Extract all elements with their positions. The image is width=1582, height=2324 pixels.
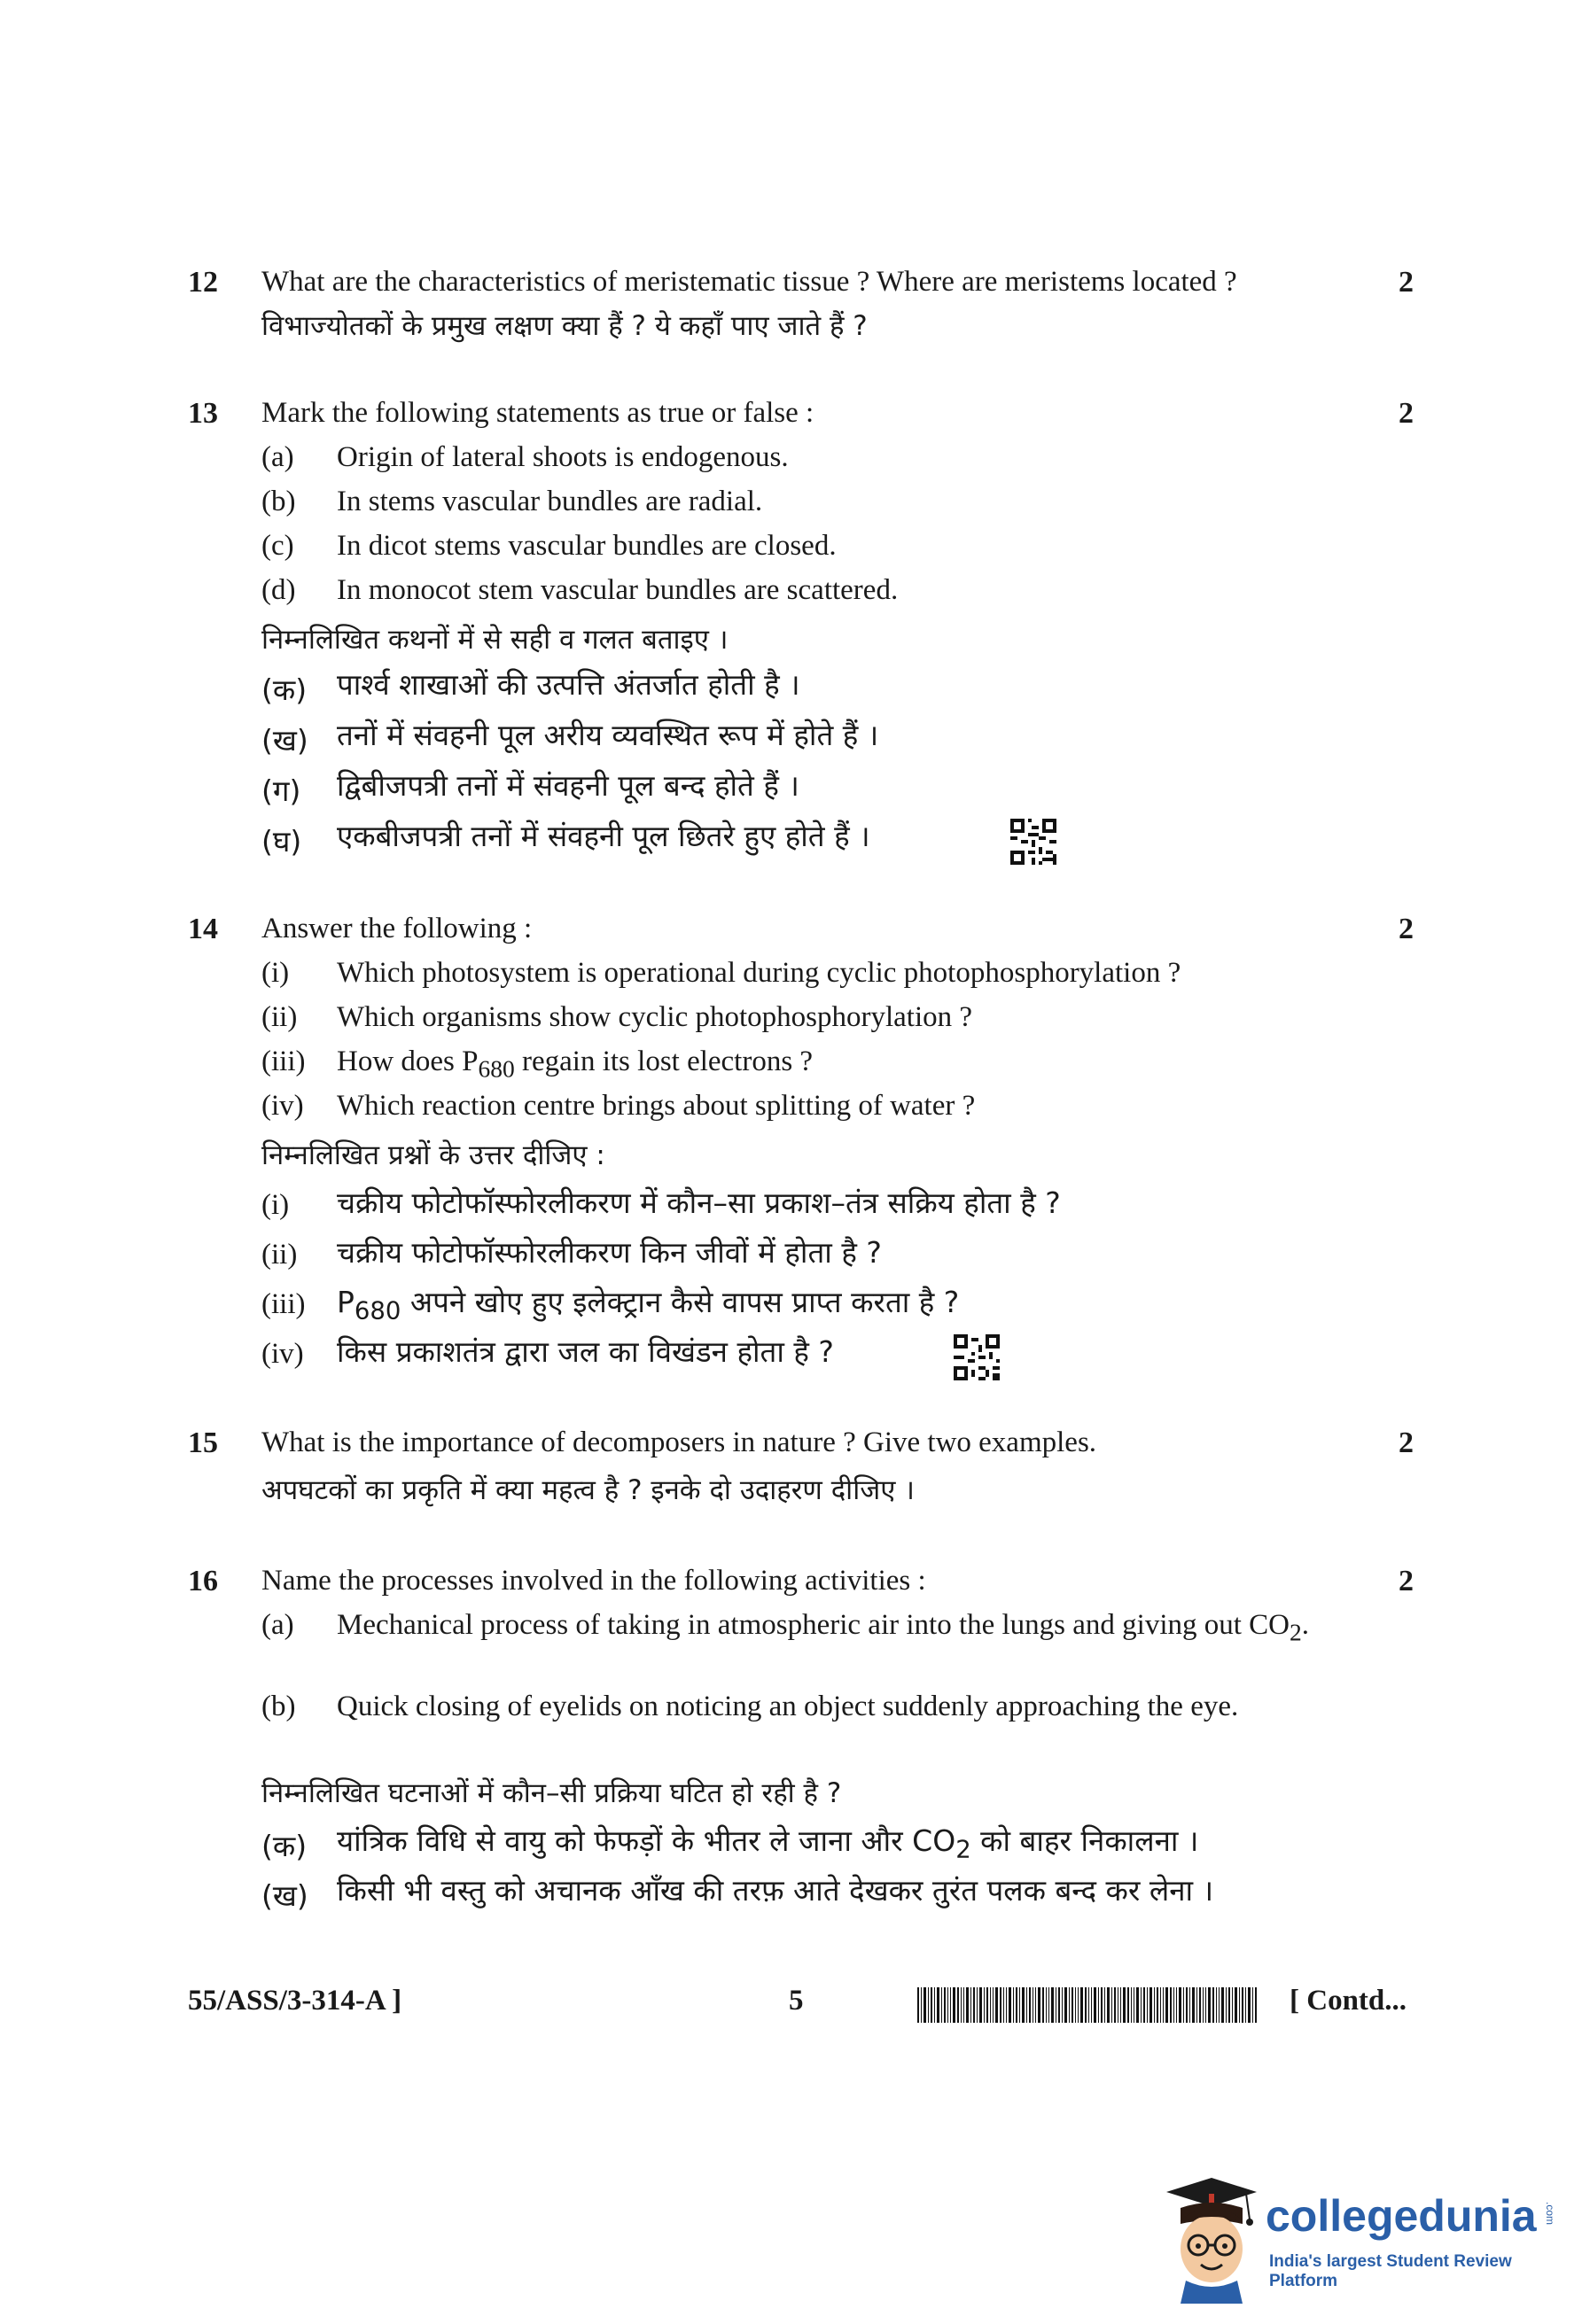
- question-marks: 2: [1399, 913, 1414, 945]
- item-text: Which photosystem is operational during cyclic photophosphorylation ?: [337, 957, 1181, 989]
- item-text: [337, 1822, 1338, 1869]
- question-text-hi: निम्नलिखित कथनों में से सही व गलत बताइए ।: [261, 624, 729, 656]
- item-label: (c): [261, 530, 294, 562]
- subscript: 2: [955, 1835, 971, 1864]
- question-text-en: Name the processes involved in the following activities :: [261, 1565, 926, 1597]
- text-segment: P: [337, 1285, 355, 1319]
- question-text-en: What are the characteristics of meristematic tissue ? Where are meristems located ?: [261, 266, 1237, 298]
- logo-suffix: .com: [1544, 2202, 1556, 2226]
- item-text: किस प्रकाशतंत्र द्वारा जल का विखंडन होता है ?: [337, 1334, 834, 1369]
- page-number: 5: [789, 1985, 804, 2017]
- question-text-en: What is the importance of decomposers in nature ? Give two examples.: [261, 1426, 1097, 1458]
- item-label: (iii): [261, 1045, 306, 1077]
- item-label: (घ): [261, 824, 302, 859]
- item-label: (ii): [261, 1239, 298, 1271]
- student-mascot-icon: [1161, 2171, 1263, 2304]
- item-label: (iv): [261, 1338, 304, 1370]
- item-text: In stems vascular bundles are radial.: [337, 486, 763, 517]
- text-segment: यांत्रिक विधि से वायु को फेफड़ों के भीतर ले जाना और CO: [337, 1823, 956, 1858]
- item-label: (ii): [261, 1001, 298, 1033]
- item-text: तनों में संवहनी पूल अरीय व्यवस्थित रूप में होते हैं ।: [337, 718, 879, 752]
- subscript: 680: [478, 1054, 515, 1083]
- item-text: In dicot stems vascular bundles are closed.: [337, 530, 837, 562]
- question-number: 12: [188, 266, 218, 299]
- logo-tagline: India's largest Student Review Platform: [1269, 2252, 1512, 2290]
- text-segment: को बाहर निकालना ।: [970, 1823, 1199, 1858]
- qr-code-icon: [1010, 819, 1056, 865]
- item-label: (ग): [261, 773, 301, 808]
- question-marks: 2: [1399, 397, 1414, 430]
- item-text: [337, 1042, 1312, 1089]
- item-text: In monocot stem vascular bundles are scattered.: [337, 574, 899, 606]
- item-label: (b): [261, 486, 296, 517]
- text-segment: regain its lost electrons ?: [514, 1045, 814, 1077]
- item-label: (i): [261, 1189, 290, 1221]
- item-label: (a): [261, 441, 294, 473]
- item-text: Quick closing of eyelids on noticing an object suddenly approaching the eye.: [337, 1691, 1239, 1722]
- question-number: 13: [188, 397, 218, 430]
- text-segment: Mechanical process of taking in atmospheric air into the lungs and giving out CO: [337, 1609, 1290, 1641]
- item-text: Which reaction centre brings about splitting of water ?: [337, 1090, 976, 1122]
- question-number: 15: [188, 1426, 218, 1459]
- question-text-hi: निम्नलिखित घटनाओं में कौन–सी प्रक्रिया घटित हो रही है ?: [261, 1777, 842, 1809]
- logo-name: collegedunia: [1266, 2191, 1537, 2241]
- barcode-icon: [917, 1987, 1259, 2023]
- item-label: (d): [261, 574, 296, 606]
- question-text-hi: निम्नलिखित प्रश्नों के उत्तर दीजिए :: [261, 1139, 605, 1171]
- item-label: (iv): [261, 1090, 304, 1122]
- subscript: 680: [354, 1296, 401, 1325]
- continued-label: [ Contd...: [1290, 1985, 1407, 2017]
- item-label: (b): [261, 1691, 296, 1722]
- item-text: द्विबीजपत्री तनों में संवहनी पूल बन्द होते हैं ।: [337, 768, 799, 803]
- item-label: (i): [261, 957, 290, 989]
- item-label: (ख): [261, 723, 308, 758]
- question-marks: 2: [1399, 1426, 1414, 1459]
- question-text-hi: विभाज्योतकों के प्रमुख लक्षण क्या हैं ? ये कहाँ पाए जाते हैं ?: [261, 310, 868, 342]
- question-text-hi: अपघटकों का प्रकृति में क्या महत्व है ? इनके दो उदाहरण दीजिए ।: [261, 1474, 915, 1506]
- item-label: (a): [261, 1609, 294, 1641]
- question-marks: 2: [1399, 1565, 1414, 1597]
- question-text-en: Answer the following :: [261, 913, 533, 944]
- subscript: 2: [1290, 1618, 1302, 1646]
- question-number: 16: [188, 1565, 218, 1597]
- item-text: एकबीजपत्री तनों में संवहनी पूल छितरे हुए होते हैं ।: [337, 819, 870, 853]
- item-text: पार्श्व शाखाओं की उत्पत्ति अंतर्जात होती है ।: [337, 667, 800, 702]
- text-segment: अपने खोए हुए इलेक्ट्रान कैसे वापस प्राप्त करता है ?: [401, 1285, 960, 1319]
- item-text: Which organisms show cyclic photophosphorylation ?: [337, 1001, 973, 1033]
- item-text: [337, 1283, 1312, 1331]
- question-text-en: Mark the following statements as true or false :: [261, 397, 814, 429]
- item-text: Origin of lateral shoots is endogenous.: [337, 441, 789, 473]
- item-label: (क): [261, 1829, 308, 1863]
- collegedunia-logo: [1161, 2171, 1569, 2304]
- item-text: किसी भी वस्तु को अचानक आँख की तरफ़ आते देखकर तुरंत पलक बन्द कर लेना ।: [337, 1873, 1214, 1908]
- item-label: (क): [261, 672, 308, 707]
- item-text: [337, 1605, 1312, 1652]
- item-label: (ख): [261, 1878, 308, 1913]
- question-number: 14: [188, 913, 218, 945]
- qr-code-icon: [954, 1334, 1000, 1380]
- item-text: चक्रीय फोटोफॉस्फोरलीकरण किन जीवों में होता है ?: [337, 1235, 882, 1270]
- text-segment: How does P: [337, 1045, 479, 1077]
- text-segment: .: [1301, 1609, 1310, 1641]
- item-text: चक्रीय फोटोफॉस्फोरलीकरण में कौन–सा प्रकाश–तंत्र सक्रिय होता है ?: [337, 1185, 1061, 1220]
- paper-code: 55/ASS/3-314-A ]: [188, 1985, 402, 2017]
- item-label: (iii): [261, 1288, 306, 1320]
- question-marks: 2: [1399, 266, 1414, 299]
